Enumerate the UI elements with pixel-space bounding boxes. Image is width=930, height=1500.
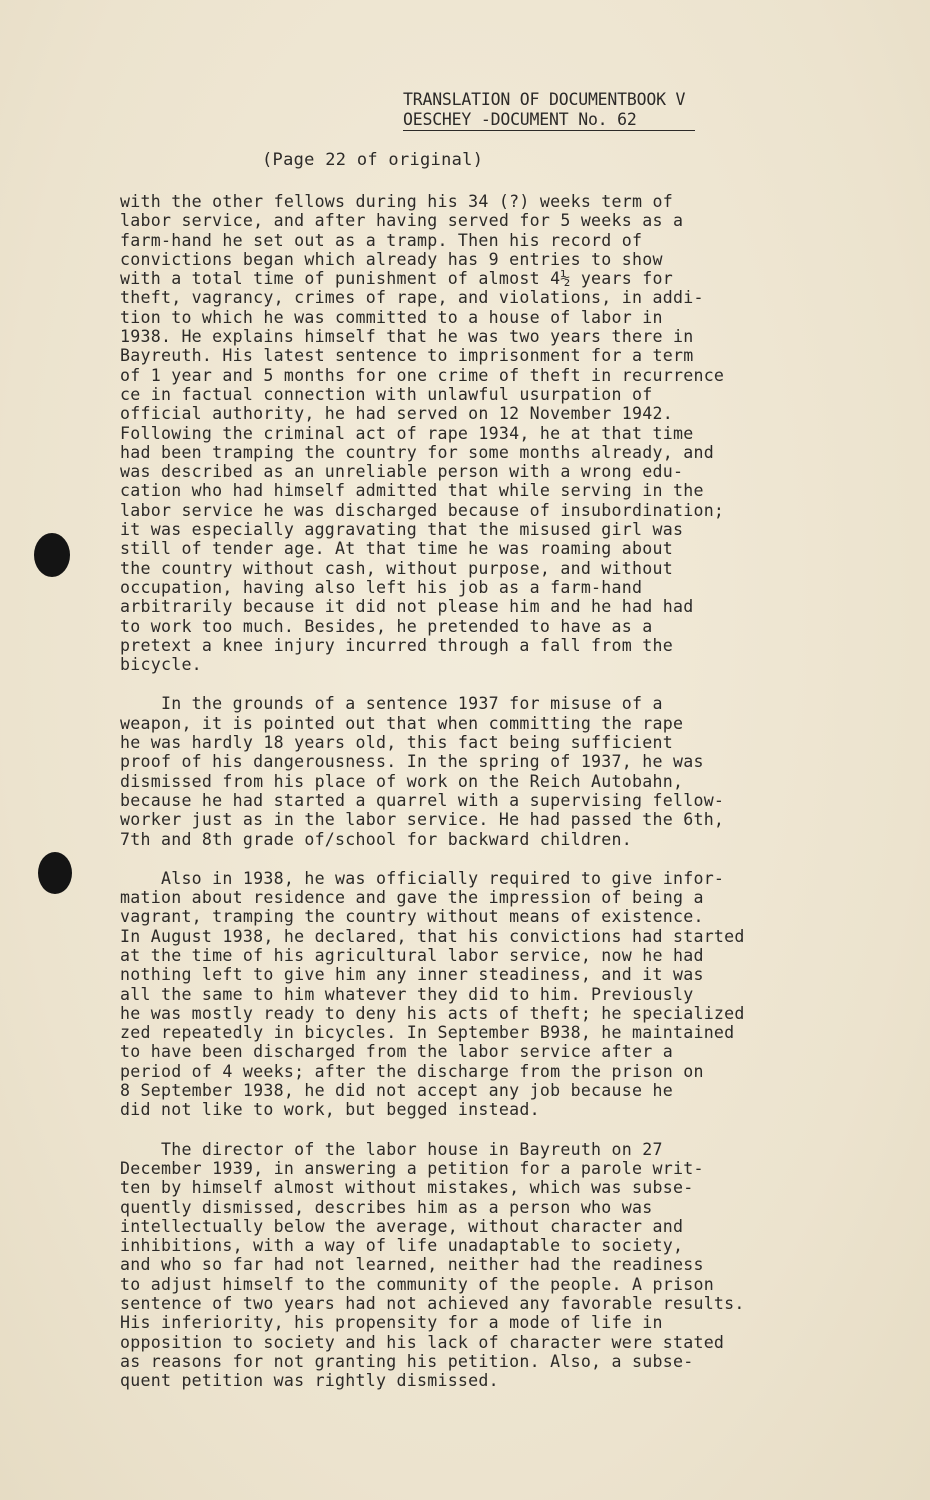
text-line: mation about residence and gave the impression of being a: [120, 888, 704, 908]
text-line: worker just as in the labor service. He had passed the 6th,: [120, 810, 725, 830]
text-line: was described as an unreliable person with a wrong edu-: [120, 462, 684, 482]
text-line: proof of his dangerousness. In the spring of 1937, he was: [120, 752, 704, 772]
text-line: dismissed from his place of work on the Reich Autobahn,: [120, 771, 684, 791]
header-subtitle: OESCHEY -DOCUMENT No. 62: [403, 110, 695, 131]
text-line: sentence of two years had not achieved any favorable results.: [120, 1294, 745, 1314]
text-line: quent petition was rightly dismissed.: [120, 1371, 499, 1391]
text-line: theft, vagrancy, crimes of rape, and violations, in addi-: [120, 288, 704, 308]
punch-hole-top: [34, 533, 70, 577]
text-line: 8 September 1938, he did not accept any job because he: [120, 1081, 673, 1101]
text-line: Bayreuth. His latest sentence to imprisonment for a term: [120, 346, 694, 366]
text-line: 1938. He explains himself that he was two years there in: [120, 327, 694, 347]
text-line: Following the criminal act of rape 1934, he at that time: [120, 423, 694, 443]
text-line: to have been discharged from the labor service after a: [120, 1042, 673, 1062]
page-reference: (Page 22 of original): [262, 150, 484, 170]
text-line: The director of the labor house in Bayreuth on 27: [120, 1139, 663, 1159]
document-header: [403, 90, 763, 131]
text-line: with the other fellows during his 34 (?) weeks term of: [120, 192, 673, 211]
text-line: vagrant, tramping the country without means of existence.: [120, 907, 704, 927]
text-line: intellectually below the average, without character and: [120, 1216, 684, 1236]
text-line: he was hardly 18 years old, this fact being sufficient: [120, 733, 673, 753]
text-line: of 1 year and 5 months for one crime of theft in recurrence: [120, 365, 725, 385]
body-text: [120, 192, 860, 1411]
text-line: occupation, having also left his job as a farm-hand: [120, 577, 643, 597]
text-line: His inferiority, his propensity for a mode of life in: [120, 1313, 663, 1333]
text-line: inhibitions, with a way of life unadaptable to society,: [120, 1236, 684, 1256]
text-line: had been tramping the country for some months already, and: [120, 442, 714, 462]
text-line: 7th and 8th grade of/school for backward children.: [120, 829, 633, 849]
text-line: official authority, he had served on 12 November 1942.: [120, 404, 673, 424]
text-line: ten by himself almost without mistakes, which was subse-: [120, 1178, 694, 1198]
text-line: and who so far had not learned, neither had the readiness: [120, 1255, 704, 1275]
text-line: to work too much. Besides, he pretended to have as a: [120, 616, 653, 636]
paragraph-4: [120, 1140, 860, 1391]
text-line: he was mostly ready to deny his acts of theft; he specialized: [120, 1003, 745, 1023]
text-line: as reasons for not granting his petition. Also, a subse-: [120, 1351, 694, 1371]
text-line: to adjust himself to the community of the people. A prison: [120, 1274, 714, 1294]
text-line: the country without cash, without purpose, and without: [120, 558, 673, 578]
text-line: period of 4 weeks; after the discharge from the prison on: [120, 1061, 704, 1081]
text-line: bicycle.: [120, 655, 202, 675]
text-line: tion to which he was committed to a house of labor in: [120, 307, 663, 327]
text-line: farm-hand he set out as a tramp. Then his record of: [120, 230, 643, 250]
text-line: still of tender age. At that time he was roaming about: [120, 539, 673, 559]
text-line: December 1939, in answering a petition for a parole writ-: [120, 1158, 704, 1178]
text-line: labor service he was discharged because of insubordination;: [120, 500, 725, 520]
text-line: labor service, and after having served for 5 weeks as a: [120, 211, 684, 231]
paragraph-2: [120, 694, 860, 848]
text-line: In the grounds of a sentence 1937 for misuse of a: [120, 694, 663, 714]
text-line: nothing left to give him any inner steadiness, and it was: [120, 965, 704, 985]
text-line: opposition to society and his lack of character were stated: [120, 1332, 725, 1352]
text-line: cation who had himself admitted that while serving in the: [120, 481, 704, 501]
text-line: In August 1938, he declared, that his convictions had started: [120, 926, 745, 946]
text-line: Also in 1938, he was officially required to give infor-: [120, 868, 725, 888]
text-line: arbitrarily because it did not please him and he had had: [120, 597, 694, 617]
punch-hole-bottom: [38, 852, 72, 894]
text-line: quently dismissed, describes him as a person who was: [120, 1197, 653, 1217]
text-line: because he had started a quarrel with a supervising fellow-: [120, 790, 725, 810]
text-line: pretext a knee injury incurred through a fall from the: [120, 635, 673, 655]
header-title: TRANSLATION OF DOCUMENTBOOK V: [403, 90, 686, 109]
text-line: at the time of his agricultural labor service, now he had: [120, 945, 704, 965]
text-line: it was especially aggravating that the misused girl was: [120, 520, 684, 540]
paragraph-3: [120, 869, 860, 1120]
text-line: all the same to him whatever they did to him. Previously: [120, 984, 694, 1004]
text-line: weapon, it is pointed out that when committing the rape: [120, 713, 684, 733]
text-line: did not like to work, but begged instead.: [120, 1100, 540, 1120]
text-line: convictions began which already has 9 entries to show: [120, 249, 663, 269]
paragraph-1: [120, 192, 860, 674]
text-line: with a total time of punishment of almost 4½ years for: [120, 269, 673, 289]
text-line: zed repeatedly in bicycles. In September B938, he maintained: [120, 1023, 735, 1043]
text-line: ce in factual connection with unlawful usurpation of: [120, 384, 653, 404]
